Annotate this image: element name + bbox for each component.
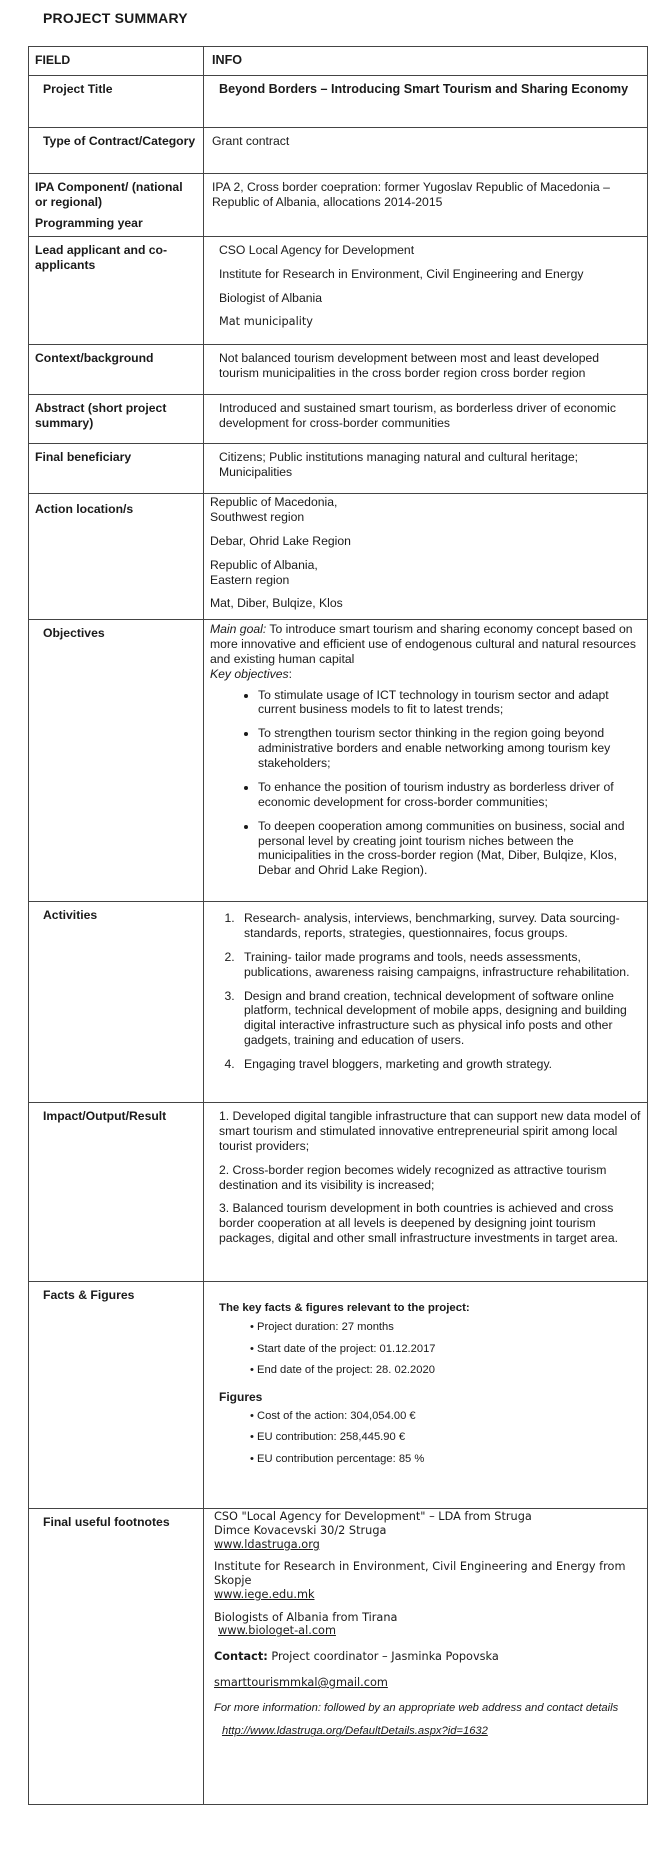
key-objectives-label: Key objectives bbox=[210, 666, 289, 681]
ipa-label: IPA Component/ (national or regional) bbox=[35, 180, 183, 209]
email-link[interactable]: smarttourismmkal@gmail.com bbox=[214, 1676, 388, 1690]
impact-item: 2. Cross-border region becomes widely recognized as attractive tourism destination and its visibility is increased; bbox=[219, 1162, 607, 1192]
contract-value: Grant contract bbox=[204, 128, 648, 174]
location-line: Mat, Diber, Bulqize, Klos bbox=[210, 596, 343, 611]
context-label: Context/background bbox=[29, 345, 204, 395]
footnote-line: CSO "Local Agency for Development" – LDA from Struga bbox=[214, 1510, 532, 1523]
footnotes-label: Final useful footnotes bbox=[29, 1509, 204, 1805]
objectives-label: Objectives bbox=[29, 620, 204, 902]
beneficiary-value: Citizens; Public institutions managing natural and cultural heritage; Municipalities bbox=[219, 450, 579, 479]
table-row bbox=[29, 237, 648, 345]
list-item: • To deepen cooperation among communities on business, social and personal level by creating joint tourism niches between the municipalities in the cross-border region (Mat, Diber, Bulqize, Klos, Debar and Ohrid Lake Region). bbox=[258, 819, 641, 879]
header-info: INFO bbox=[204, 47, 648, 76]
list-item: • EU contribution percentage: 85 % bbox=[250, 1453, 641, 1467]
more-info: For more information: followed by an appropriate web address and contact details bbox=[214, 1701, 619, 1714]
context-value: Not balanced tourism development between most and least developed tourism municipalities in the cross border region cross border region bbox=[219, 351, 600, 380]
impact-item: 1. Developed digital tangible infrastructure that can support new data model of smart tourism and stimulated innovative entrepreneurial spirit among local tourist providers; bbox=[219, 1109, 641, 1153]
main-goal-text: To introduce smart tourism and sharing economy concept based on more innovative and efficient use of endogenous cultural and natural resources and existing human capital bbox=[210, 622, 636, 666]
list-item: • EU contribution: 258,445.90 € bbox=[250, 1431, 641, 1445]
footnote-line: Institute for Research in Environment, Civil Engineering and Energy from Skopje bbox=[214, 1560, 626, 1588]
impact-item: 3. Balanced tourism development in both countries is achieved and cross border cooperation at all levels is deepened by designing joint tourism packages, digital and other small infrastructure investments in target area. bbox=[219, 1201, 619, 1246]
lead-label: Lead applicant and co-applicants bbox=[29, 237, 204, 345]
ipa-value: IPA 2, Cross border coepration: former Yugoslav Republic of Macedonia – Republic of Albania, allocations 2014-2015 bbox=[204, 174, 648, 237]
list-item: 2. Training- tailor made programs and tools, needs assessments, publications, awareness raising campaigns, infrastructure rehabilitation. bbox=[238, 950, 641, 980]
contact-label: Contact: bbox=[214, 1650, 268, 1664]
abstract-label: Abstract (short project summary) bbox=[29, 395, 204, 444]
list-item: 1. Research- analysis, interviews, benchmarking, survey. Data sourcing-standards, reports, strategies, questionnaires, focus groups. bbox=[238, 911, 641, 941]
location-line: Republic of Macedonia, bbox=[210, 495, 338, 509]
table-row bbox=[29, 395, 648, 444]
contact-value: Project coordinator – Jasminka Popovska bbox=[267, 1650, 499, 1664]
footnote-line: Biologists of Albania from Tirana bbox=[214, 1610, 398, 1624]
location-line: Eastern region bbox=[210, 572, 290, 587]
list-item: • To stimulate usage of ICT technology in tourism sector and adapt current business models to fit to latest trends; bbox=[258, 688, 641, 718]
bio-link[interactable]: www.biologet-al.com bbox=[218, 1624, 336, 1638]
list-item: 3. Design and brand creation, technical development of software online platform, technical development of mobile apps, designing and building digital interactive infrastructure such as physical info posts and other gadgets, training and education of users. bbox=[238, 989, 641, 1049]
table-header-row bbox=[29, 47, 648, 76]
list-item: 4. Engaging travel bloggers, marketing and growth strategy. bbox=[238, 1057, 641, 1072]
header-field: FIELD bbox=[29, 47, 204, 76]
table-row bbox=[29, 1282, 648, 1509]
table-row bbox=[29, 174, 648, 237]
more-info-link[interactable]: http://www.ldastruga.org/DefaultDetails.aspx?id=1632 bbox=[222, 1725, 488, 1738]
impact-label: Impact/Output/Result bbox=[29, 1103, 204, 1282]
list-item: • Project duration: 27 months bbox=[250, 1321, 641, 1335]
programming-year-label: Programming year bbox=[35, 215, 143, 230]
location-line: Republic of Albania, bbox=[210, 557, 318, 572]
page-title: PROJECT SUMMARY bbox=[43, 10, 188, 26]
table-row bbox=[29, 902, 648, 1103]
activities-label: Activities bbox=[29, 902, 204, 1103]
project-title-value: Beyond Borders – Introducing Smart Tourism and Sharing Economy bbox=[219, 82, 629, 96]
beneficiary-label: Final beneficiary bbox=[29, 444, 204, 494]
table-row bbox=[29, 76, 648, 128]
table-row: Objectives Main goal: To introduce smart tourism and sharing economy concept based on more innovative and efficient use of endogenous cultural and natural resources and existing human capital Key objectives: • To stimulate usage of ICT technology in tourism sector and adapt current business models to fit to latest trends; • To strengthen tourism sector thinking in the region going beyond administrative borders and enable networking among tourism key stakeholders; • To enhance the position of tourism industry as borderless driver of economic development for cross-border communities; • To deepen cooperation among communities on business, social and personal level by creating joint tourism niches between the municipalities in the cross-border region (Mat, Diber, Bulqize, Klos, Debar and Ohrid Lake Region). bbox=[29, 620, 648, 902]
lead-item: Mat municipality bbox=[219, 314, 313, 328]
list-item: • End date of the project: 28. 02.2020 bbox=[250, 1364, 641, 1378]
footnote-line: Dimce Kovacevski 30/2 Struga bbox=[214, 1523, 387, 1537]
table-row bbox=[29, 444, 648, 494]
table-row bbox=[29, 1103, 648, 1282]
table-row bbox=[29, 1509, 648, 1805]
project-summary-table bbox=[28, 46, 648, 1805]
abstract-value: Introduced and sustained smart tourism, as borderless driver of economic development for cross-border communities bbox=[219, 401, 616, 430]
location-line: Debar, Ohrid Lake Region bbox=[210, 533, 351, 548]
lead-item: Biologist of Albania bbox=[219, 290, 322, 305]
iege-link[interactable]: www.iege.edu.mk bbox=[214, 1587, 315, 1601]
list-item: • To strengthen tourism sector thinking in the region going beyond administrative borders and enable networking among tourism key stakeholders; bbox=[258, 726, 641, 771]
contract-label: Type of Contract/Category bbox=[29, 128, 204, 174]
list-item: • Cost of the action: 304,054.00 € bbox=[250, 1410, 641, 1424]
table-row bbox=[29, 494, 648, 620]
project-title-label: Project Title bbox=[29, 76, 204, 128]
list-item: • Start date of the project: 01.12.2017 bbox=[250, 1343, 641, 1357]
location-line: Southwest region bbox=[210, 509, 305, 524]
lead-item: CSO Local Agency for Development bbox=[219, 243, 415, 257]
activities-list bbox=[212, 911, 641, 1072]
objectives-list bbox=[210, 688, 641, 879]
location-label: Action location/s bbox=[29, 494, 204, 620]
table-row bbox=[29, 128, 648, 174]
table-row bbox=[29, 345, 648, 395]
figures-heading: Figures bbox=[219, 1389, 263, 1404]
lda-link[interactable]: www.ldastruga.org bbox=[214, 1537, 320, 1551]
lead-item: Institute for Research in Environment, Civil Engineering and Energy bbox=[219, 266, 584, 281]
facts-heading: The key facts & figures relevant to the project: bbox=[219, 1302, 470, 1314]
list-item: • To enhance the position of tourism industry as borderless driver of economic development for cross-border communities; bbox=[258, 780, 641, 810]
facts-list bbox=[212, 1321, 641, 1378]
main-goal-label: Main goal: bbox=[210, 622, 267, 636]
figures-list bbox=[212, 1410, 641, 1467]
facts-label: Facts & Figures bbox=[29, 1282, 204, 1509]
